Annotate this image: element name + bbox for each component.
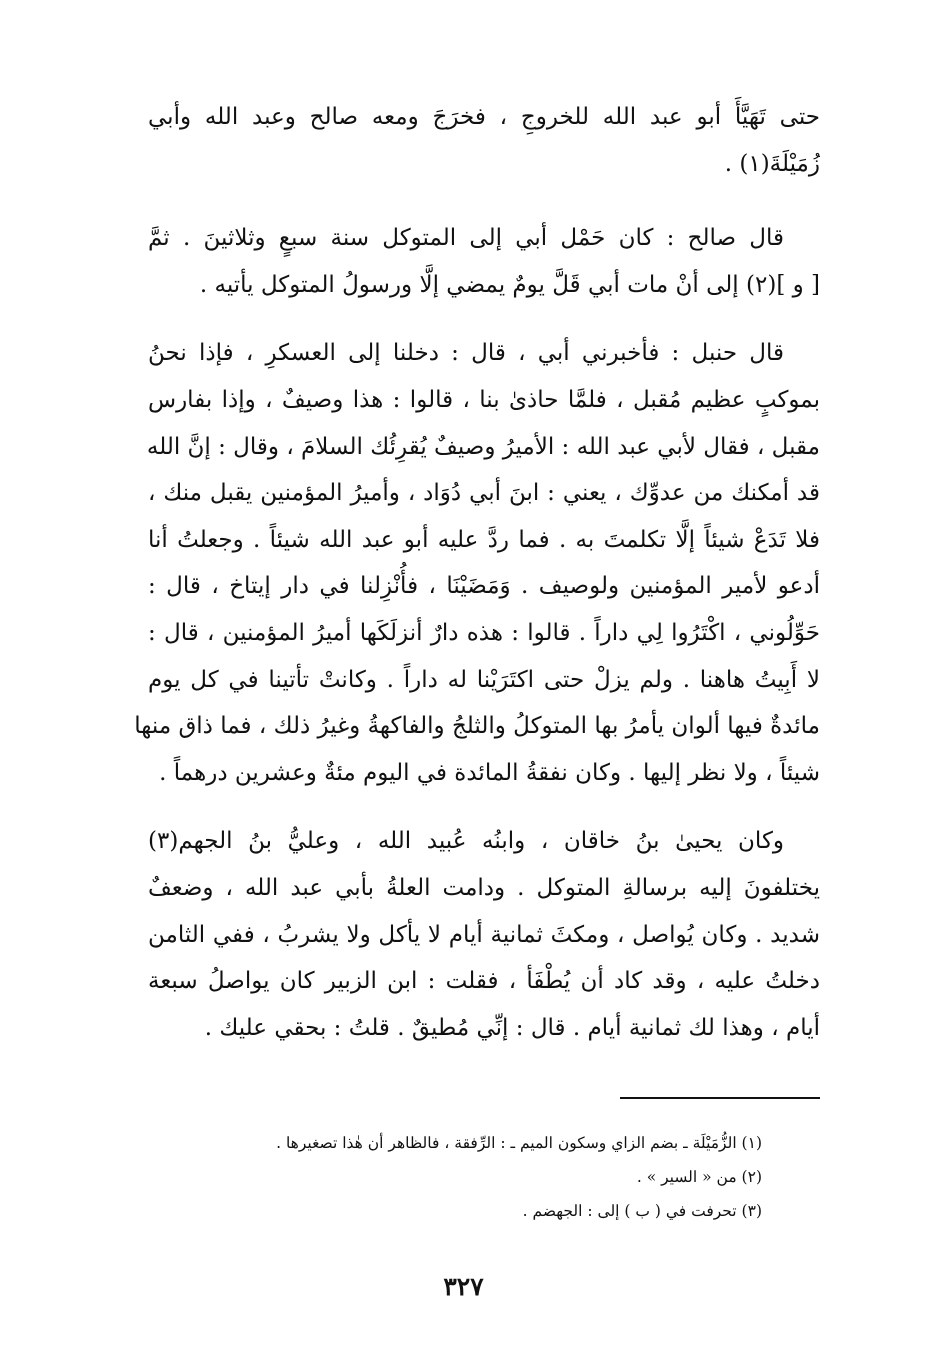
paragraph-3 [134,330,820,796]
text-line: قال صالح : كان حَمْل أبي إلى المتوكل سنة سبعٍ وثلاثينَ . ثمَّ [148,225,784,252]
main-text [134,94,820,1073]
paragraph-1 [148,94,820,187]
text-line: أدعو لأمير المؤمنين ولوصيف . وَمَضَيْنَا ، فأُنْزِلنا في دار إيتاخ ، قال : [148,573,820,600]
text-line: شيئاً ، ولا نظر إليها . وكان نفقةُ المائدة في اليوم مئةٌ وعشرين درهماً . [159,759,820,786]
text-line: حتى تَهَيَّأَ أبو عبد الله للخروجِ ، فخرَجَ ومعه صالح وعبد الله وأبي [148,104,820,130]
text-line: دخلتُ عليه ، وقد كاد أن يُطْفَأ ، فقلت : ابن الزبير كان يواصلُ سبعة [148,968,820,995]
text-line: أيام ، وهذا لك ثمانية أيام . قال : إنِّي مُطيقٌ . قلتُ : بحقي عليك . [204,1014,820,1041]
text-line: مقبل ، فقال لأبي عبد الله : الأميرُ وصيفٌ يُقرِئُك السلامَ ، وقال : إنَّ الله [146,433,820,460]
footnote-2: (٢) من « السير » . [636,1168,762,1186]
text-line: قال حنبل : فأخبرني أبي ، قال : دخلنا إلى العسكرِ ، فإذا نحنُ [148,340,784,367]
text-line: لا أَبِيتُ هاهنا . ولم يزلْ حتى اكتَرَيْنا له داراً . وكانتْ تأتينا في كل يوم [148,666,820,693]
text-line: قد أمكنك من عدوِّك ، يعني : ابنَ أبي دُوَاد ، وأميرُ المؤمنين يقبل منك ، [148,480,820,507]
paragraph-2 [148,215,820,308]
paragraph-4 [148,818,820,1051]
text-line: مائدةٌ فيها ألوان يأمرُ بها المتوكلُ والثلجُ والفاكهةُ وغيرُ ذلك ، فما ذاق منها [134,713,820,740]
footnote-divider [620,1097,820,1099]
text-line: وكان يحيىٰ بنُ خاقان ، وابنُه عُبيد الله ، وعليُّ بنُ الجهم(٣) [148,828,784,855]
text-line: [ و ](٢) إلى أنْ مات أبي قَلَّ يومٌ يمضي إلَّا ورسولُ المتوكل يأتيه . [199,271,820,298]
text-line: يختلفونَ إليه برسالةِ المتوكل . ودامت العلةُ بأبي عبد الله ، وضعفٌ [148,874,820,901]
text-line: بموكبٍ عظيم مُقبل ، فلمَّا حاذىٰ بنا ، قالوا : هذا وصيفٌ ، وإذا بفارس [148,386,820,413]
text-line: زُمَيْلَةَ(١) . [724,150,820,177]
text-line: حَوِّلُوني ، اكْتَرُوا لِي داراً . قالوا : هذه دارٌ أنزلَكَها أميرُ المؤمنين ، قال : [148,619,820,646]
footnotes [200,1126,762,1228]
text-line: فلا تَدَعْ شيئاً إلَّا تكلمتَ به . فما ردَّ عليه أبو عبد الله شيئاً . وجعلتُ أنا [148,526,820,553]
footnote-3: (٣) تحرفت في ( ب ) إلى : الجهضم . [522,1202,762,1220]
page-number: ٣٢٧ [443,1272,484,1301]
text-line: شديد . وكان يُواصل ، ومكثَ ثمانية أيام لا يأكل ولا يشربُ ، ففي الثامن [148,921,820,948]
footnote-1: (١) الزُّمَيْلَة ـ بضم الزاي وسكون الميم ـ : الرِّفقة ، فالظاهر أن هٰذا تصغيرها . [276,1134,762,1152]
